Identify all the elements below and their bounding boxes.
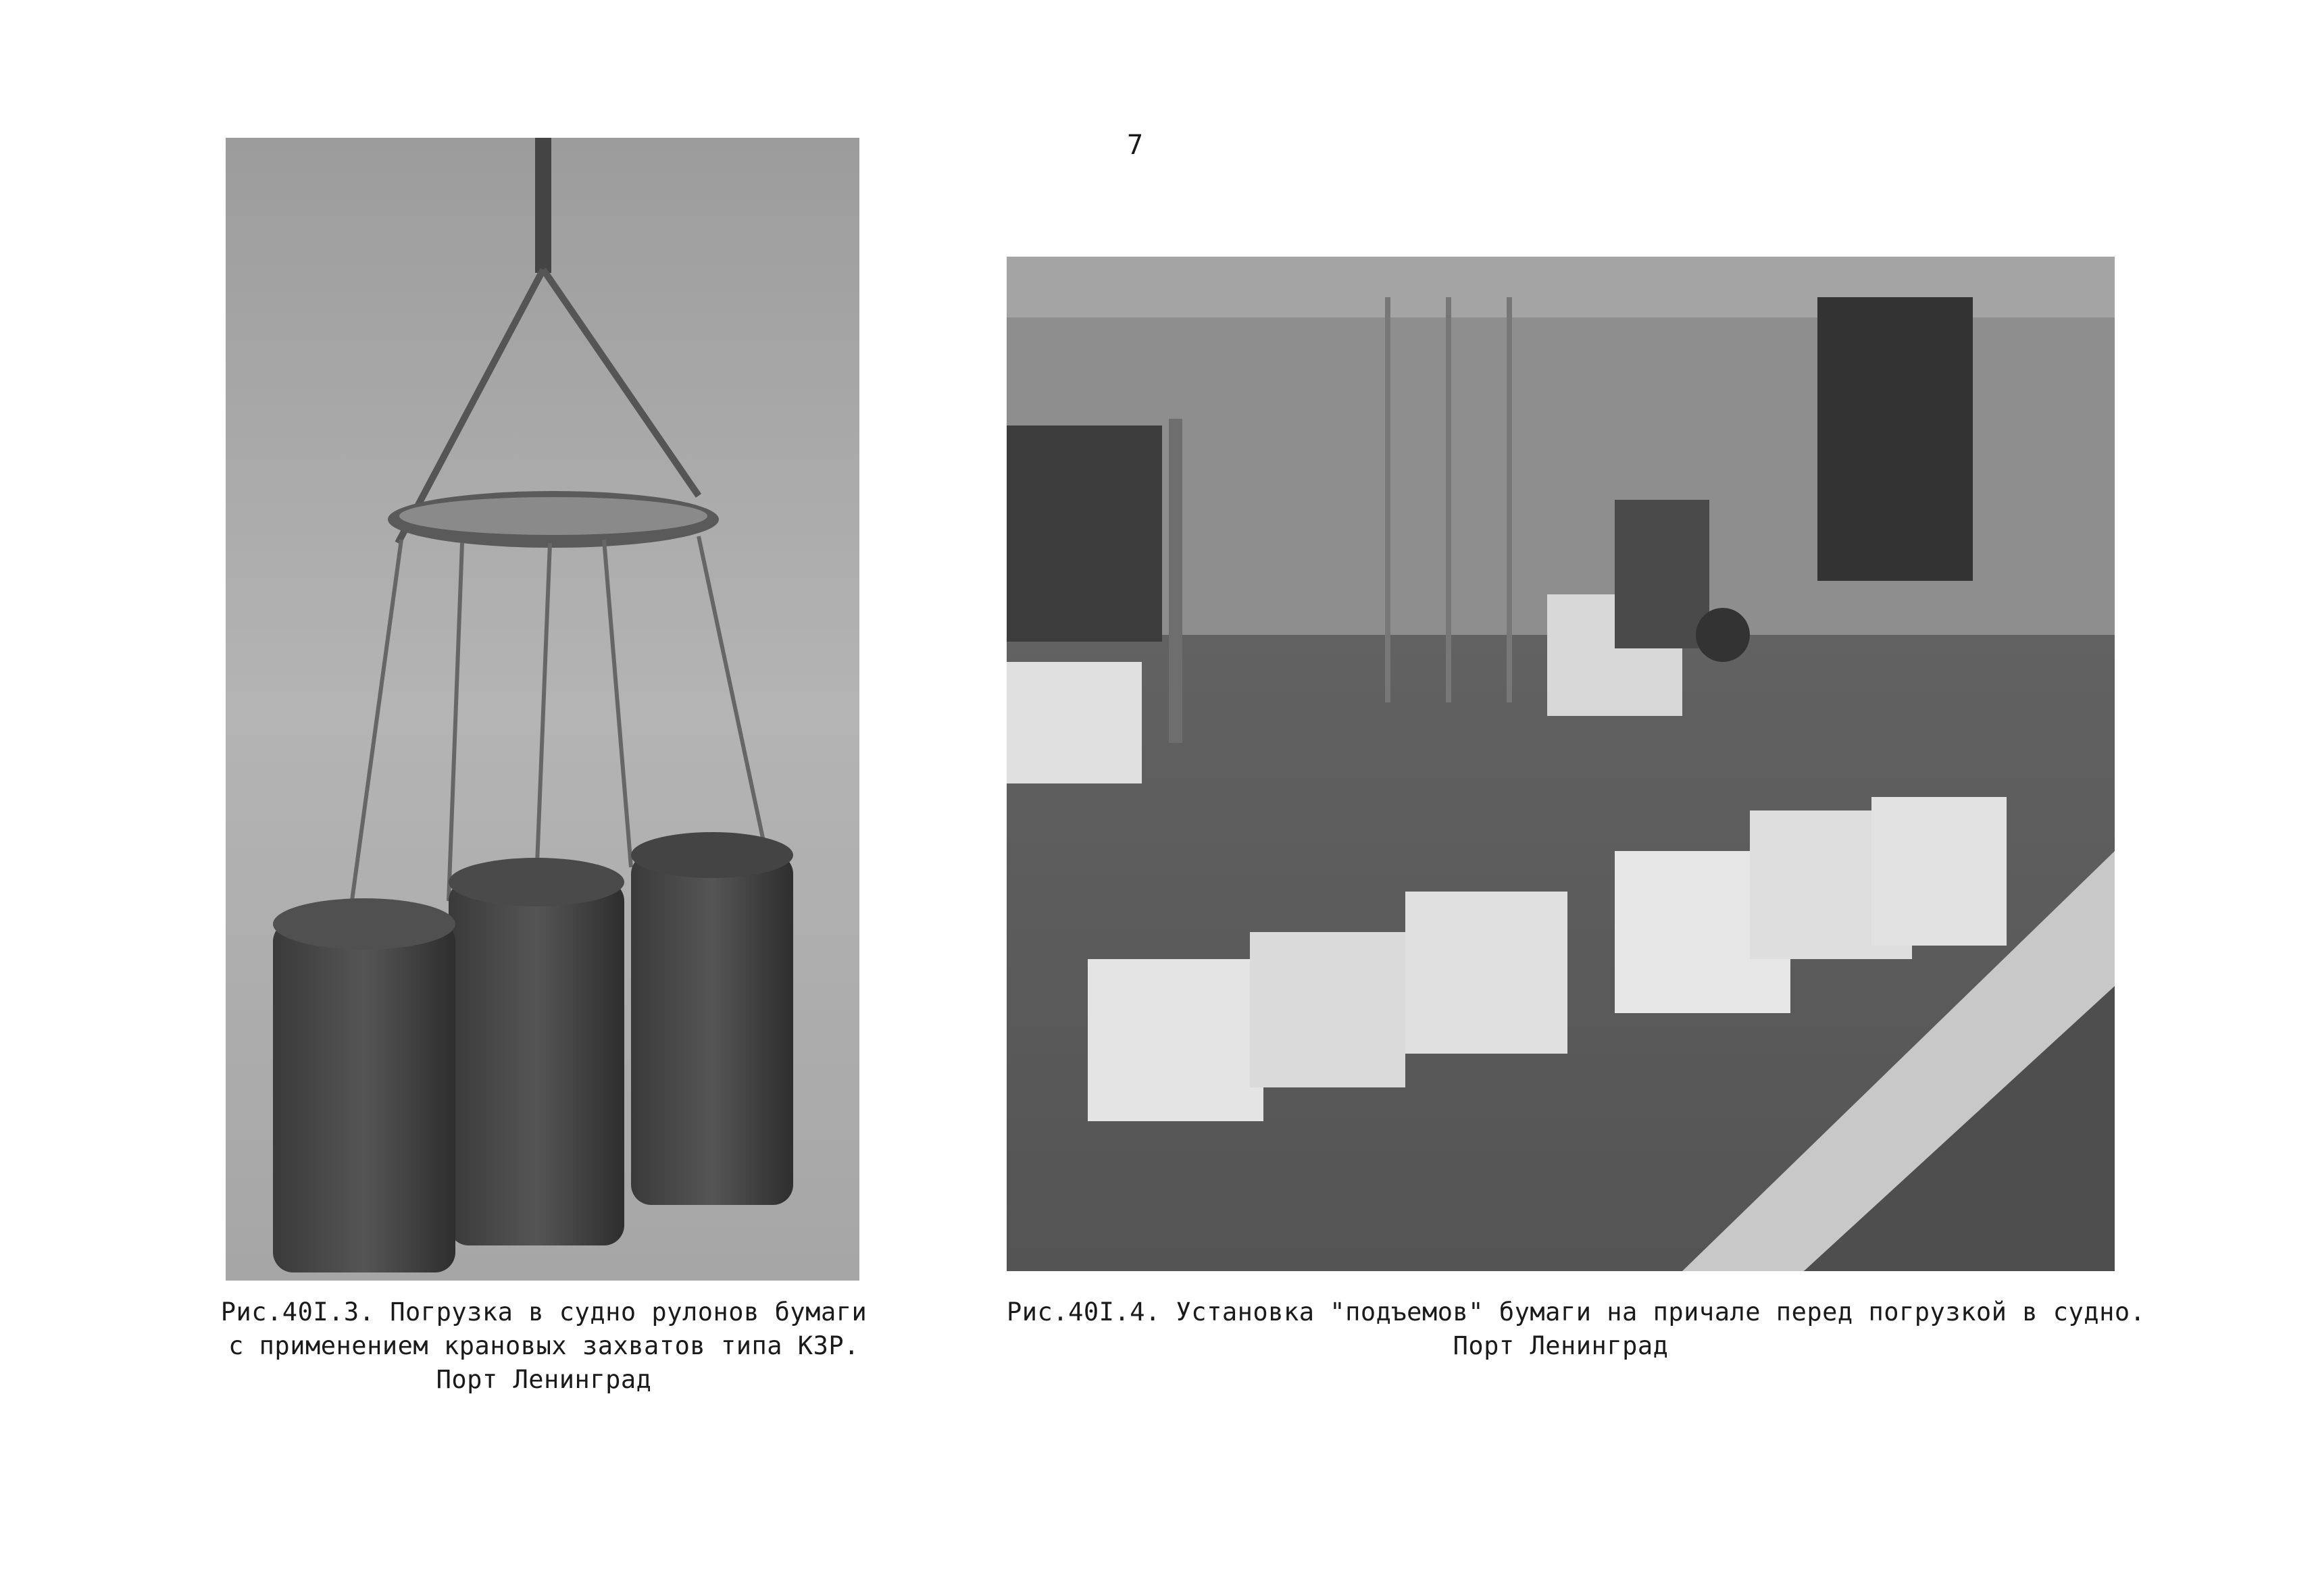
caption-line: Порт Ленинград: [1453, 1331, 1669, 1360]
figure-caption-401-4: [1007, 1295, 2146, 1363]
photo-paper-rolls-crane-grab: [226, 138, 859, 1281]
caption-line: Рис.40I.3. Погрузка в судно рулонов бумаги: [220, 1297, 867, 1327]
page-number: 7: [1127, 130, 1144, 161]
caption-line: с применением крановых захватов типа КЗР.: [228, 1331, 859, 1360]
figure-caption-401-3: [203, 1295, 885, 1397]
caption-line: Рис.40I.4. Установка "подъемов" бумаги на причале перед погрузкой в судно.: [1007, 1297, 2146, 1327]
photo-paper-rolls-on-quay: [1007, 257, 2115, 1271]
caption-line: Порт Ленинград: [436, 1365, 652, 1394]
